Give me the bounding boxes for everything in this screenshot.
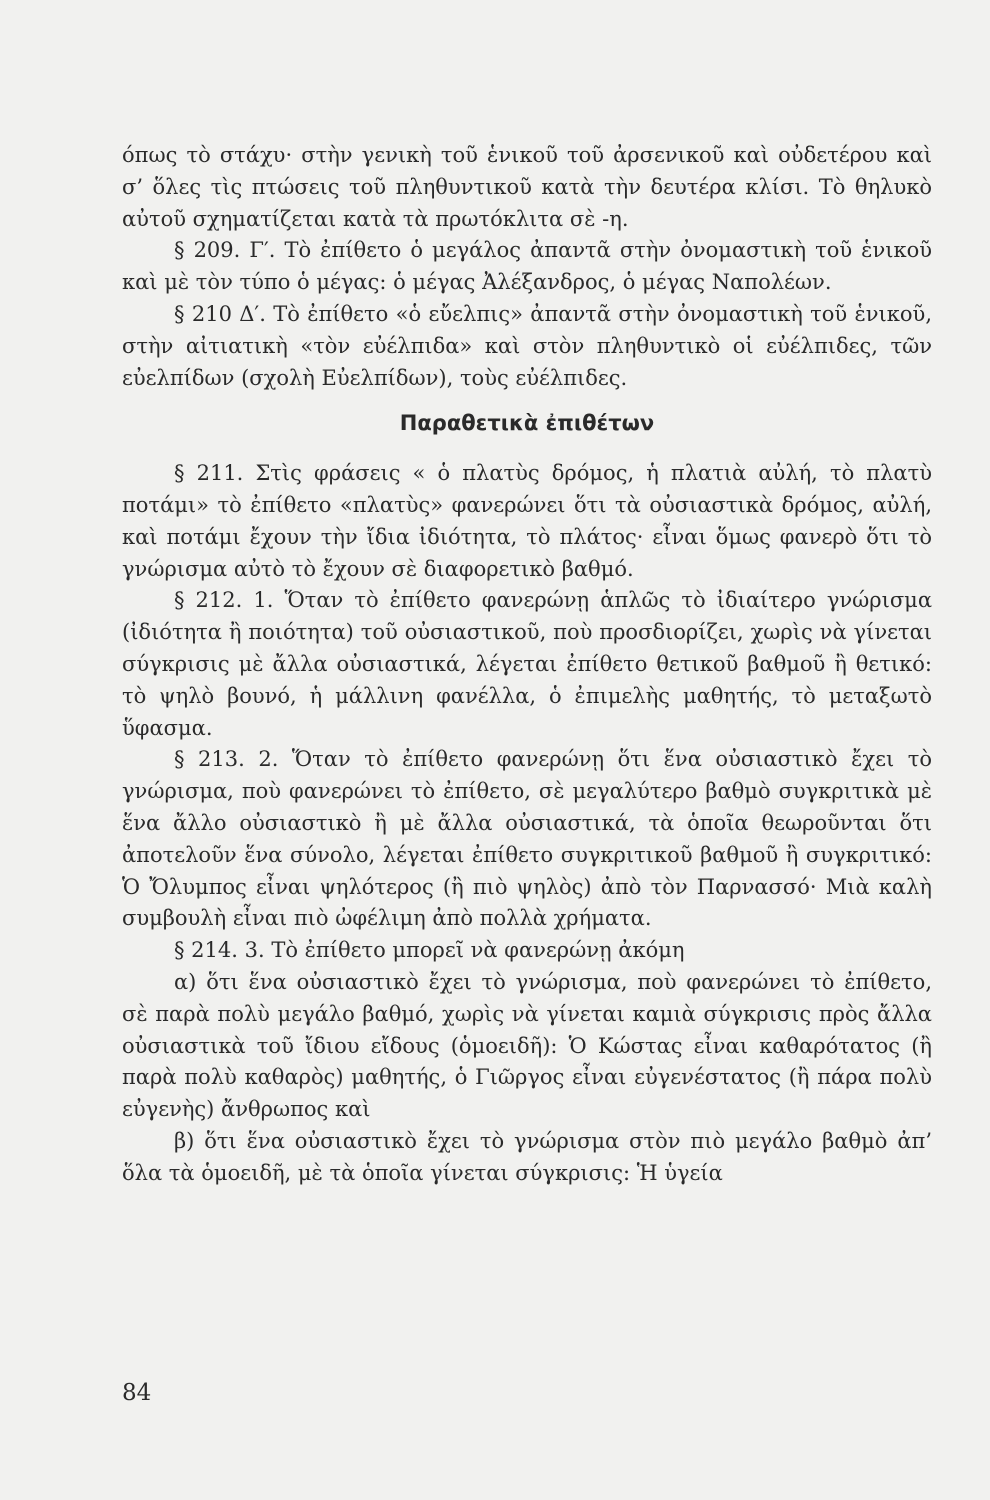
page-number: 84 — [122, 1380, 152, 1406]
paragraph-214-b: β) ὅτι ἕνα οὐσιαστικὸ ἔχει τὸ γνώρισμα στὸν πιὸ μεγάλο βαθμὸ ἀπ’ ὅλα τὰ ὁμοειδῆ, μὲ τὰ ὁποῖα γίνεται σύγκρισις: Ἡ ὑγεία — [122, 1128, 932, 1185]
section-heading: Παραθετικὰ ἐπιθέτων — [399, 411, 655, 436]
paragraph-212: § 212. 1. Ὅταν τὸ ἐπίθετο φανερώνῃ ἁπλῶς τὸ ἰδιαίτερο γνώρισμα (ἰδιότητα ἢ ποιότητα) τοῦ οὐσιαστικοῦ, ποὺ προσδιορίζει, χωρὶς νὰ γίνεται σύγκρισις μὲ ἄλλα οὐσιαστικά, λέγεται ἐπίθετο θετικοῦ βαθμοῦ ἢ θετικό: τὸ ψηλὸ βουνό, ἡ μάλλινη φανέλλα, ὁ ἐπιμελὴς μαθητής, τὸ μεταξωτὸ ὕφασμα. — [122, 588, 932, 740]
body-text — [122, 140, 932, 1190]
paragraph-213: § 213. 2. Ὅταν τὸ ἐπίθετο φανερώνῃ ὅτι ἕνα οὐσιαστικὸ ἔχει τὸ γνώρισμα, ποὺ φανερώνει τὸ ἐπίθετο, σὲ μεγαλύτερο βαθμὸ συγκριτικὰ μὲ ἕνα ἄλλο οὐσιαστικὸ ἢ μὲ ἄλλα οὐσιαστικά, τὰ ὁποῖα θεωροῦνται ὅτι ἀποτελοῦν ἕνα σύνολο, λέγεται ἐπίθετο συγκριτικοῦ βαθμοῦ ἢ συγκριτικό: Ὁ Ὄλυμπος εἶναι ψηλότερος (ἢ πιὸ ψηλὸς) ἀπὸ τὸν Παρνασσό· Μιὰ καλὴ συμβουλὴ εἶναι πιὸ ὠφέλιμη ἀπὸ πολλὰ χρήματα. — [122, 747, 932, 931]
paragraph-continuation: όπως τὸ στάχυ· στὴν γενικὴ τοῦ ἑνικοῦ τοῦ ἀρσενικοῦ καὶ οὐδετέρου καὶ σ’ ὅλες τὶς πτώσεις τοῦ πληθυντικοῦ κατὰ τὴν δευτέρα κλίσι. Τὸ θηλυκὸ αὐτοῦ σχηματίζεται κατὰ τὰ πρωτόκλιτα σὲ -η. — [122, 143, 932, 231]
paragraph-209: § 209. Γ′. Τὸ ἐπίθετο ὁ μεγάλος ἀπαντᾶ στὴν ὀνομαστικὴ τοῦ ἑνικοῦ καὶ μὲ τὸν τύπο ὁ μέγας: ὁ μέγας Ἀλέξανδρος, ὁ μέγας Ναπολέων. — [122, 238, 932, 295]
paragraph-214-a: α) ὅτι ἕνα οὐσιαστικὸ ἔχει τὸ γνώρισμα, ποὺ φανερώνει τὸ ἐπίθετο, σὲ παρὰ πολὺ μεγάλο βαθμό, χωρὶς νὰ γίνεται καμιὰ σύγκρισις πρὸς ἄλλα οὐσιαστικὰ τοῦ ἴδιου εἴδους (ὁμοειδῆ): Ὁ Κώστας εἶναι καθαρότατος (ἢ παρὰ πολὺ καθαρὸς) μαθητής, ὁ Γιῶργος εἶναι εὐγενέστατος (ἢ πάρα πολὺ εὐγενὴς) ἄνθρωπος καὶ — [122, 969, 932, 1122]
paragraph-214: § 214. 3. Τὸ ἐπίθετο μπορεῖ νὰ φανερώνῃ ἀκόμη — [174, 938, 685, 963]
paragraph-210: § 210 Δ′. Τὸ ἐπίθετο «ὁ εὔελπις» ἀπαντᾶ στὴν ὀνομαστικὴ τοῦ ἑνικοῦ, στὴν αἰτιατικὴ «τὸν εὐέλπιδα» καὶ στὸν πληθυντικὸ οἱ εὐέλπιδες, τῶν εὐελπίδων (σχολὴ Εὐελπίδων), τοὺς εὐέλπιδες. — [122, 301, 932, 390]
paragraph-211: § 211. Στὶς φράσεις « ὁ πλατὺς δρόμος, ἡ πλατιὰ αὐλή, τὸ πλατὺ ποτάμι» τὸ ἐπίθετο «πλατὺς» φανερώνει ὅτι τὰ οὐσιαστικὰ δρόμος, αὐλή, καὶ ποτάμι ἔχουν τὴν ἴδια ἰδιότητα, τὸ πλάτος· εἶναι ὅμως φανερὸ ὅτι τὸ γνώρισμα αὐτὸ τὸ ἔχουν σὲ διαφορετικὸ βαθμό. — [122, 461, 932, 581]
